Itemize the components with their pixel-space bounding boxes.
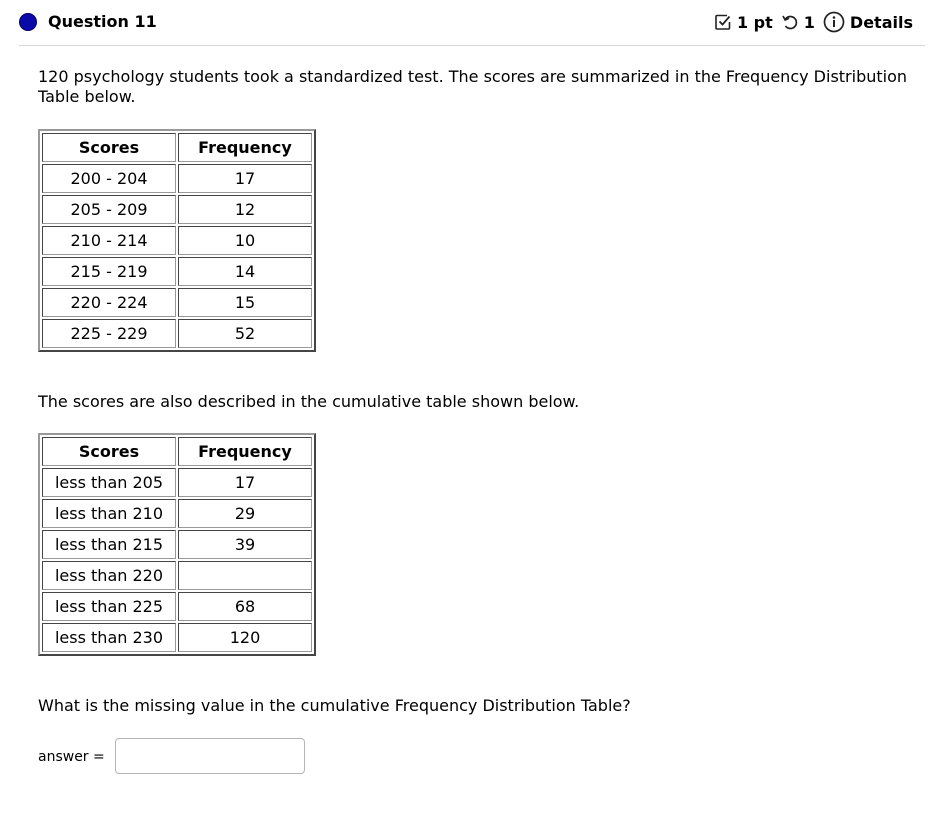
score-cell: less than 225 — [42, 592, 176, 621]
table-row — [42, 623, 312, 652]
question-prompt: 120 psychology students took a standardized test. The scores are summarized in the Frequency Distribution Table below. — [38, 67, 908, 106]
frequency-cell: 68 — [178, 592, 312, 621]
table-row — [42, 319, 312, 348]
score-cell: 215 - 219 — [42, 257, 176, 286]
frequency-cell: 17 — [178, 468, 312, 497]
table-row — [42, 592, 312, 621]
retries-count: 1 — [803, 12, 815, 32]
frequency-cell: 120 — [178, 623, 312, 652]
cumulative-intro: The scores are also described in the cumulative table shown below. — [38, 392, 580, 411]
table-header-frequency: Frequency — [178, 133, 312, 162]
score-cell: less than 220 — [42, 561, 176, 590]
info-icon[interactable] — [823, 11, 845, 33]
score-cell: less than 230 — [42, 623, 176, 652]
frequency-cell: 39 — [178, 530, 312, 559]
points-label: 1 pt — [736, 12, 773, 32]
table-header-frequency: Frequency — [178, 437, 312, 466]
frequency-cell: 29 — [178, 499, 312, 528]
question-status-dot — [19, 13, 37, 31]
table-row — [42, 561, 312, 590]
table-row — [42, 288, 312, 317]
frequency-cell: 52 — [178, 319, 312, 348]
table-row — [42, 257, 312, 286]
score-cell: less than 210 — [42, 499, 176, 528]
score-cell: 220 - 224 — [42, 288, 176, 317]
question-meta — [714, 11, 913, 33]
details-link[interactable]: Details — [849, 12, 913, 32]
score-cell: 205 - 209 — [42, 195, 176, 224]
score-cell: less than 205 — [42, 468, 176, 497]
score-cell: 210 - 214 — [42, 226, 176, 255]
question-header — [19, 8, 925, 46]
frequency-cell: 10 — [178, 226, 312, 255]
table-row — [42, 499, 312, 528]
table-row — [42, 468, 312, 497]
frequency-table — [38, 129, 316, 352]
question-text: What is the missing value in the cumulative Frequency Distribution Table? — [38, 696, 631, 715]
table-header-scores: Scores — [42, 437, 176, 466]
score-cell: 200 - 204 — [42, 164, 176, 193]
score-cell: less than 215 — [42, 530, 176, 559]
frequency-cell: 12 — [178, 195, 312, 224]
table-row — [42, 530, 312, 559]
frequency-cell: 15 — [178, 288, 312, 317]
missing-frequency-cell — [178, 561, 312, 590]
frequency-cell: 14 — [178, 257, 312, 286]
answer-input[interactable] — [115, 738, 305, 774]
table-row — [42, 195, 312, 224]
score-cell: 225 - 229 — [42, 319, 176, 348]
table-header-scores: Scores — [42, 133, 176, 162]
table-row — [42, 226, 312, 255]
question-title: Question 11 — [48, 12, 157, 31]
retry-icon — [781, 13, 799, 31]
answer-label: answer = — [38, 749, 105, 765]
checkbox-icon — [714, 13, 732, 31]
table-row — [42, 164, 312, 193]
frequency-cell: 17 — [178, 164, 312, 193]
cumulative-table — [38, 433, 316, 656]
